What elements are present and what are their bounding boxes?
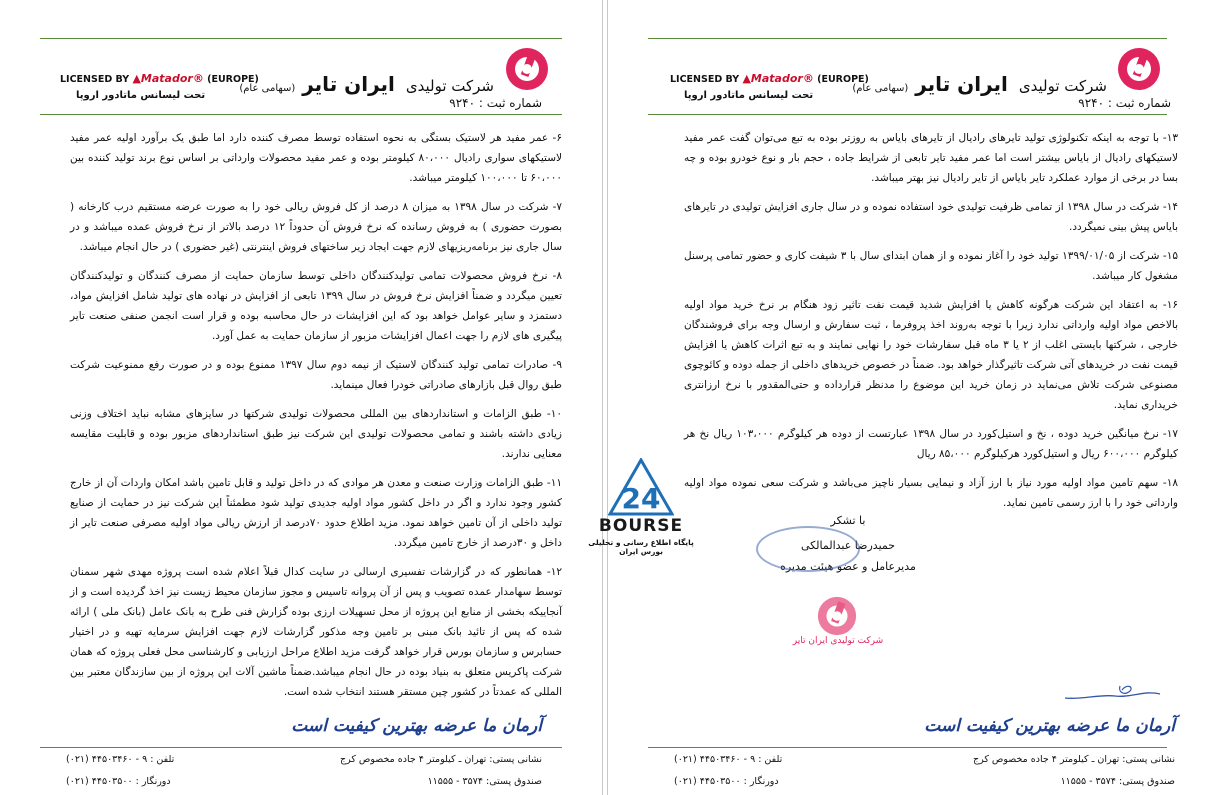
paragraph: ۱۱- طبق الزامات وزارت صنعت و معدن هر موادی که در داخل تولید و قابل تامین باشد امکان واردات آن از خارج کشور وجود ندارد و اگر در داخل کشور مواد اولیه جدیدی تولید شود مطمئناً این شرکت نیز در حمایت از صنایع تولید داخلی از آن تامین خواهد نمود. مزید اطلاع حدود ۷۰درصد از ارزش ریالی مواد اولیه مصرفی صنعت تایر از داخل و ۳۰درصد از خارج تامین میگردد. xyxy=(70,477,562,549)
licensed-by xyxy=(670,72,869,85)
watermark-label: BOURSE xyxy=(598,516,684,536)
footer-tel: تلفن : ۹ - ۴۴۵۰۳۴۶۰ (۰۲۱) xyxy=(674,754,783,765)
paragraph: ۷- شرکت در سال ۱۳۹۸ به میزان ۸ درصد از کل فروش ریالی خود را به صورت عرضه مستقیم درب کارخانه ( بصورت حضوری ) به فروش رسانده که نرخ فروش آن حدوداً ۱۲ درصد بالاتر از نرخ فروش عمده میباشد و در سال جاری نیز برنامه‌ریزیهای لازم جهت ایجاد زیر ساختهای فروش اینترنتی (غیر حضوری ) در حال انجام میباشد. xyxy=(70,201,562,253)
company-suffix: (سهامی عام) xyxy=(852,83,909,94)
company-prefix: شرکت تولیدی xyxy=(1018,77,1107,95)
company-name xyxy=(852,72,1107,96)
footer-fax: دورنگار : ۴۴۵۰۳۵۰۰ (۰۲۱) xyxy=(674,776,779,787)
company-stamp-logo-icon xyxy=(812,594,862,638)
header-rule-bottom xyxy=(648,114,1167,115)
paragraph: ۹- صادرات تمامی تولید کنندگان لاستیک از نیمه دوم سال ۱۳۹۷ ممنوع بوده و در صورت رفع ممنوعیت شرکت طبق روال قبل بازارهای صادراتی خودرا فعال مینماید. xyxy=(70,359,562,391)
footer-fax: دورنگار : ۴۴۵۰۳۵۰۰ (۰۲۱) xyxy=(66,776,171,787)
company-suffix: (سهامی عام) xyxy=(239,83,296,94)
company-prefix: شرکت تولیدی xyxy=(405,77,494,95)
matador-text: Matador xyxy=(750,72,803,85)
watermark-subtitle: پایگاه اطلاع رسانی و تحلیلی بورس ایران xyxy=(588,538,694,556)
letter-body-left xyxy=(70,128,562,711)
footer-slogan: آرمان ما عرضه بهترین کیفیت است xyxy=(924,716,1175,736)
paragraph: ۱۲- همانطور که در گزارشات تفسیری ارسالی در سایت کدال قبلاً اعلام شده است پروژه مهدی شهر سمنان توسط سهامدار عمده تصویب و پس از آن پروانه تاسیس و مجوز سازمان محیط زیست نیز اخذ گردیده است و از آنجاییکه بخشی از منابع این پروژه از محل تسهیلات ارزی بوده گزارش فنی طرح به بانک عامل (بانک ملی ) ارائه شده که پس از تائید بانک مبنی بر تامین وجه مذکور گزارشات لازم جهت افزایش سرمایه تهیه و در اختیار حسابرس و سازمان بورس قرار خواهد گرفت مزید اطلاع مراحل ارزیابی و کارشناسی محل فعلی پروژه که همان شرکت پاکریس متعلق به بنیاد بوده در حال انجام میباشد.ضمناً ماشین آلات این پروژه از بین سازندگان معتبر بین المللی که عمدتاً در کشور چین مستقر هستند انتخاب شده است. xyxy=(70,566,562,698)
footer-po-box: صندوق پستی: ۳۵۷۴ - ۱۱۵۵۵ xyxy=(1060,776,1175,787)
matador-brand: ▲Matador® xyxy=(742,72,814,85)
initial-signature-icon xyxy=(1060,676,1170,706)
iran-tire-logo-icon xyxy=(1116,46,1162,92)
matador-brand: ▲Matador® xyxy=(132,72,204,85)
company-title: ایران تایر xyxy=(302,72,395,96)
europe-text: (EUROPE) xyxy=(207,74,259,85)
svg-text:24: 24 xyxy=(621,482,661,515)
paragraph: ۶- عمر مفید هر لاستیک بستگی به نحوه استفاده توسط مصرف کننده دارد اما طبق یک برآورد اولیه عمر مفید لاستیکهای سواری رادیال ۸۰،۰۰۰ کیلومتر بوده و عمر مفید محصولات وارداتی بر اساس نوع برند تولید کننده بین ۶۰،۰۰۰ تا ۱۰۰،۰۰۰ کیلومتر میباشد. xyxy=(70,132,562,184)
licensed-fa: تحت لیسانس ماتادور اروپا xyxy=(684,90,814,101)
letterhead xyxy=(0,0,602,120)
stamp-mark xyxy=(756,526,860,572)
bourse24-watermark xyxy=(576,458,706,568)
licensed-by xyxy=(60,72,259,85)
registration-number: شماره ثبت : ۹۲۴۰ xyxy=(449,96,542,110)
registration-number: شماره ثبت : ۹۲۴۰ xyxy=(1078,96,1171,110)
paragraph: ۱۴- شرکت در سال ۱۳۹۸ از تمامی ظرفیت تولیدی خود استفاده نموده و در سال جاری افزایش تولیدی در تایرهای بایاس پیش بینی نمیگردد. xyxy=(684,201,1178,233)
footer-rule xyxy=(648,747,1167,748)
licensed-by-text: LICENSED BY xyxy=(60,74,130,85)
company-stamp-text: شرکت تولیدی ایران تایر xyxy=(792,636,884,646)
paragraph: ۱۸- سهم تامین مواد اولیه مورد نیاز با ارز آزاد و نیمایی بسیار ناچیز می‌باشد و شرکت سعی نموده مواد اولیه وارداتی خود را با ارز رسمی تامین نماید. xyxy=(684,477,1178,509)
europe-text: (EUROPE) xyxy=(817,74,869,85)
bourse24-logo-icon xyxy=(608,458,674,516)
paragraph: ۱۶- به اعتقاد این شرکت هرگونه کاهش یا افزایش شدید قیمت نفت تاثیر زود هنگام بر نرخ خرید مواد اولیه بالاخص مواد اولیه وارداتی ندارد زیرا با توجه به‌روند اخذ پروفرما ، ثبت سفارش و ارسال وجه برای فروشندگان خارجی ، شرکتها بایستی اغلب از ۲ یا ۳ ماه قبل سفارشات خود را نهایی نمایند و به تبع اثرات کاهش یا افزایش قیمت نفت در خریدهای آتی شرکت تاثیرگذار خواهد بود. ضمناً در خصوص خریدهای داخلی از جمله دوده و کائوچوی مصنوعی شرکت تلاش می‌نماید در زمان خرید این موضوع را مدنظر قرارداده و حتی‌المقدور با نرخ ارزانتری خریداری نماید. xyxy=(684,299,1178,411)
header-rule-top xyxy=(648,38,1167,39)
header-rule-top xyxy=(40,38,562,39)
letter-page-right xyxy=(607,0,1207,795)
header-rule-bottom xyxy=(40,114,562,115)
paragraph: ۱۰- طبق الزامات و استانداردهای بین المللی محصولات تولیدی شرکتها در سایزهای مشابه نباید اختلاف وزنی زیادی داشته باشند و تمامی محصولات تولیدی این شرکت نیز طبق استانداردهای مزبور بوده و قابلیت مقایسه معنایی ندارند. xyxy=(70,408,562,460)
signature-thanks: با تشکر xyxy=(830,514,866,527)
letter-body-right xyxy=(684,128,1178,522)
letterhead xyxy=(608,0,1207,120)
paragraph: ۸- نرخ فروش محصولات تمامی تولیدکنندگان داخلی توسط سازمان حمایت از مصرف کنندگان و تولیدکنندگان تعیین میگردد و ضمناً افزایش نرخ فروش در سال ۱۳۹۹ تابعی از افزایش در نهاده های تولید شامل افزایش مواد، دستمزد و سایر عوامل خواهد بود که این افزایشات در حال محاسبه بوده و قرار است انجمن صنفی صنعت تایر پیگیری های لازم را جهت اعمال افزایشات مزبور از سازمان حمایت به عمل آورد. xyxy=(70,270,562,342)
signatory-title: مدیرعامل و عضو هیئت مدیره xyxy=(780,560,916,573)
paragraph: ۱۵- شرکت از ۱۳۹۹/۰۱/۰۵ تولید خود را آغاز نموده و از همان ابتدای سال با ۳ شیفت کاری و حضور تمامی پرسنل مشغول کار میباشد. xyxy=(684,250,1178,282)
company-title: ایران تایر xyxy=(915,72,1008,96)
company-name xyxy=(239,72,494,96)
iran-tire-logo-icon xyxy=(504,46,550,92)
footer-address: نشانی پستی: تهران ـ کیلومتر ۴ جاده مخصوص کرج xyxy=(973,754,1175,765)
footer-rule xyxy=(40,747,562,748)
paragraph: ۱۳- با توجه به اینکه تکنولوژی تولید تایرهای رادیال از تایرهای بایاس به روزتر بوده به تبع می‌توان گفت عمر مفید لاستیکهای رادیال از بایاس بیشتر است اما عمر مفید تایر تابعی از شرایط جاده ، حجم بار و نوع خودرو بوده و چه بسا در برخی از موارد عملکرد تایر بایاس از تایر رادیال نیز بهتر میباشد. xyxy=(684,132,1178,184)
licensed-fa: تحت لیسانس ماتادور اروپا xyxy=(76,90,206,101)
matador-text: Matador xyxy=(140,72,193,85)
licensed-by-text: LICENSED BY xyxy=(670,74,740,85)
footer-address: نشانی پستی: تهران ـ کیلومتر ۴ جاده مخصوص کرج xyxy=(340,754,542,765)
signatory-name: حمیدرضا عبدالمالکی xyxy=(800,539,896,552)
letter-page-left xyxy=(0,0,603,795)
footer-tel: تلفن : ۹ - ۴۴۵۰۳۴۶۰ (۰۲۱) xyxy=(66,754,175,765)
paragraph: ۱۷- نرخ میانگین خرید دوده ، نخ و استیل‌کورد در سال ۱۳۹۸ عبارتست از دوده هر کیلوگرم ۱۰۳،۰۰۰ ریال نخ هر کیلوگرم ۶۰۰،۰۰۰ ریال و استیل‌کورد هرکیلوگرم ۸۵،۰۰۰ ریال xyxy=(684,428,1178,460)
footer-po-box: صندوق پستی: ۳۵۷۴ - ۱۱۵۵۵ xyxy=(427,776,542,787)
footer-slogan: آرمان ما عرضه بهترین کیفیت است xyxy=(291,716,542,736)
